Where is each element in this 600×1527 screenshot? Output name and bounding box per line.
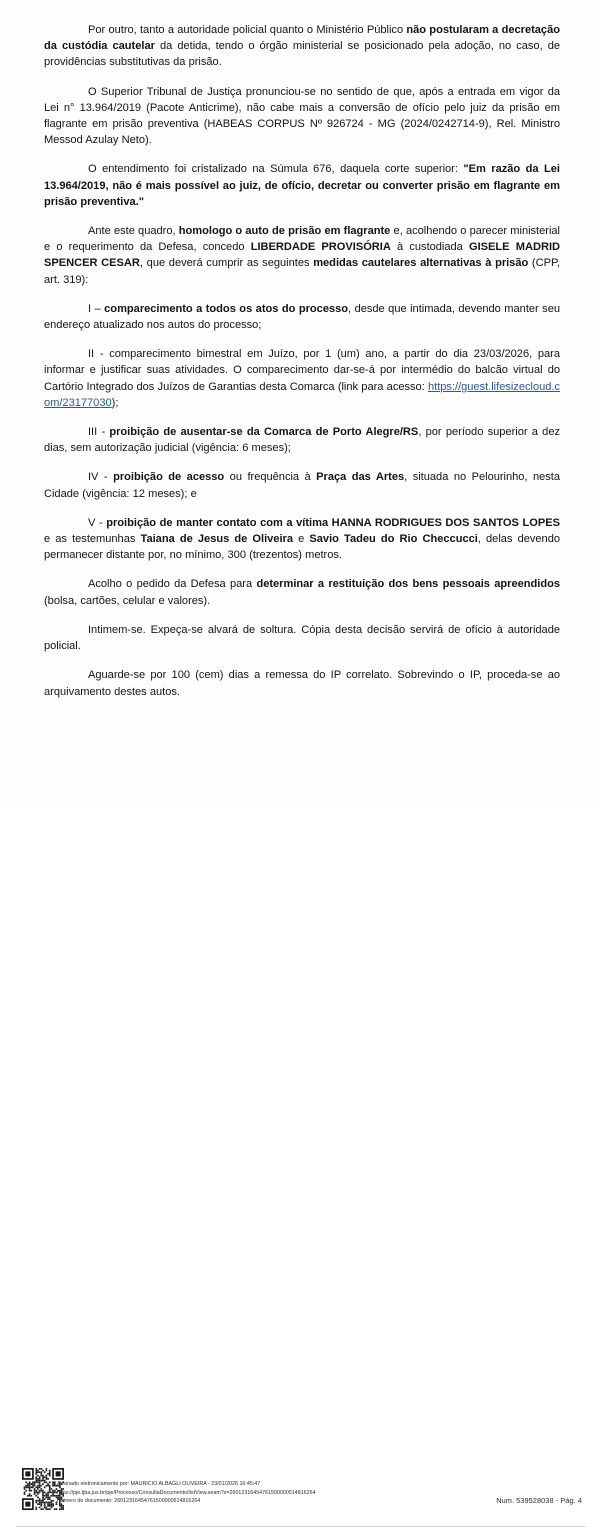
paragraph-p2 (44, 84, 560, 149)
signature-line: Assinado eletronicamente por: MAURICIO ALBAGLI OLIVEIRA - 23/01/2026 16:45:47 (57, 1481, 261, 1487)
emphasis-text: determinar a restituição dos bens pessoais apreendidos (256, 578, 561, 591)
emphasis-text: proibição de acesso (113, 471, 225, 484)
emphasis-text: GISELE MADRID SPENCER CESAR (44, 241, 560, 270)
emphasis-text: comparecimento a todos os atos do processo (104, 302, 349, 315)
body-text: , delas devendo permanecer distante por, no mínimo, 300 (trezentos) metros. (44, 533, 561, 562)
measure-item-i (44, 301, 560, 333)
measure-item-iv (44, 469, 560, 501)
paragraph-p3 (44, 161, 560, 210)
external-link[interactable]: https://guest.lifesizecloud.com/23177030 (44, 380, 560, 409)
body-text: (bolsa, cartões, celular e valores). (44, 594, 211, 607)
body-text: ou frequência à (224, 471, 317, 484)
body-text: e, acolhendo o parecer ministerial e o requerimento da Defesa, concedo (44, 225, 560, 254)
document-number-line: Número do documento: 26012316454761500000514816264 (57, 1498, 201, 1505)
body-text: II - comparecimento bimestral em Juízo, por 1 (um) ano, a partir do dia 23/03/2026, para informar e justificar suas atividades. O comparecimento dar-se-á por intermédio do balcão virtual do Cartório Integrado dos Juízos de Garantias desta Comarca (link para acesso: (44, 348, 560, 393)
paragraph-p5 (44, 576, 560, 608)
emphasis-text: LIBERDADE PROVISÓRIA (250, 241, 391, 254)
body-text: e (292, 533, 310, 546)
body-text: O Superior Tribunal de Justiça pronunciou-se no sentido de que, após a entrada em vigor da Lei n° 13.964/2019 (Pacote Anticrime), não cabe mais a conversão de ofício pelo juiz da prisão em flagrante em prisão preventiva (HABEAS CORPUS Nº 926724 - MG (2024/0242714-9), Rel. Ministro Messod Azulay Neto). (44, 85, 560, 147)
emphasis-text: proibição de ausentar-se da Comarca de Porto Alegre/RS (109, 426, 419, 439)
document-footer (0, 731, 600, 1505)
emphasis-text: "Em razão da Lei 13.964/2019, não é mais possível ao juiz, de ofício, decretar ou converter prisão em flagrante em prisão preventiva." (44, 163, 560, 208)
body-text: V - (88, 516, 107, 529)
body-text: à custodiada (390, 241, 469, 254)
emphasis-text: medidas cautelares alternativas à prisão (313, 257, 529, 270)
paragraph-p6 (44, 622, 560, 654)
emphasis-text: homologo o auto de prisão em flagrante (178, 225, 391, 238)
emphasis-text: Taiana de Jesus de Oliveira (140, 533, 293, 546)
body-text: , por período superior a dez dias, sem autorização judicial (vigência: 6 meses); (44, 426, 560, 455)
measure-item-iii (44, 424, 560, 456)
measure-item-ii (44, 346, 560, 411)
paragraph-p4 (44, 223, 560, 288)
body-text: e as testemunhas (44, 533, 141, 546)
emphasis-text: Praça das Artes (316, 471, 405, 484)
body-text: , que deverá cumprir as seguintes (139, 257, 314, 270)
page-reference: Num. 539528038 - Pág. 4 (496, 1496, 582, 1505)
body-text: III - (88, 426, 110, 439)
signature-block (57, 1480, 437, 1506)
body-text: O entendimento foi cristalizado na Súmula 676, daquela corte superior: (88, 163, 464, 176)
body-text: da detida, tendo o órgão ministerial se posicionado pela adoção, no caso, de providências substitutivas da prisão. (44, 40, 561, 69)
body-text: Aguarde-se por 100 (cem) dias a remessa do IP correlato. Sobrevindo o IP, proceda-se ao arquivamento destes autos. (44, 669, 560, 698)
body-text: (CPP, art. 319): (44, 257, 560, 286)
emphasis-text: não postularam a decretação da custódia cautelar (44, 24, 560, 53)
measure-item-v (44, 515, 560, 564)
body-text: Acolho o pedido da Defesa para (88, 578, 257, 591)
paragraph-p1 (44, 22, 560, 71)
document-body (44, 22, 560, 713)
body-text: Ante este quadro, (88, 225, 179, 238)
body-text: Por outro, tanto a autoridade policial quanto o Ministério Público (88, 24, 407, 36)
body-text: , desde que intimada, devendo manter seu endereço atualizado nos autos do processo; (44, 302, 561, 332)
body-text: , situada no Pelourinho, nesta Cidade (vigência: 12 meses); e (44, 471, 561, 500)
body-text: ); (111, 396, 119, 409)
emphasis-text: Savio Tadeu do Rio Checcucci (309, 533, 478, 546)
body-text: IV - (88, 471, 114, 484)
emphasis-text: proibição de manter contato com a vítima HANNA RODRIGUES DOS SANTOS LOPES (106, 516, 560, 529)
body-text: Intimem-se. Expeça-se alvará de soltura. Cópia desta decisão servirá de ofício à autoridade policial. (44, 623, 560, 653)
paragraph-p7 (44, 667, 560, 699)
body-text: I – (88, 302, 105, 315)
verification-url: https://pje.tjba.jus.br/pje/Processo/ConsultaDocumento/listView.seam?x=26012316454761500000514816264 (57, 1489, 316, 1496)
